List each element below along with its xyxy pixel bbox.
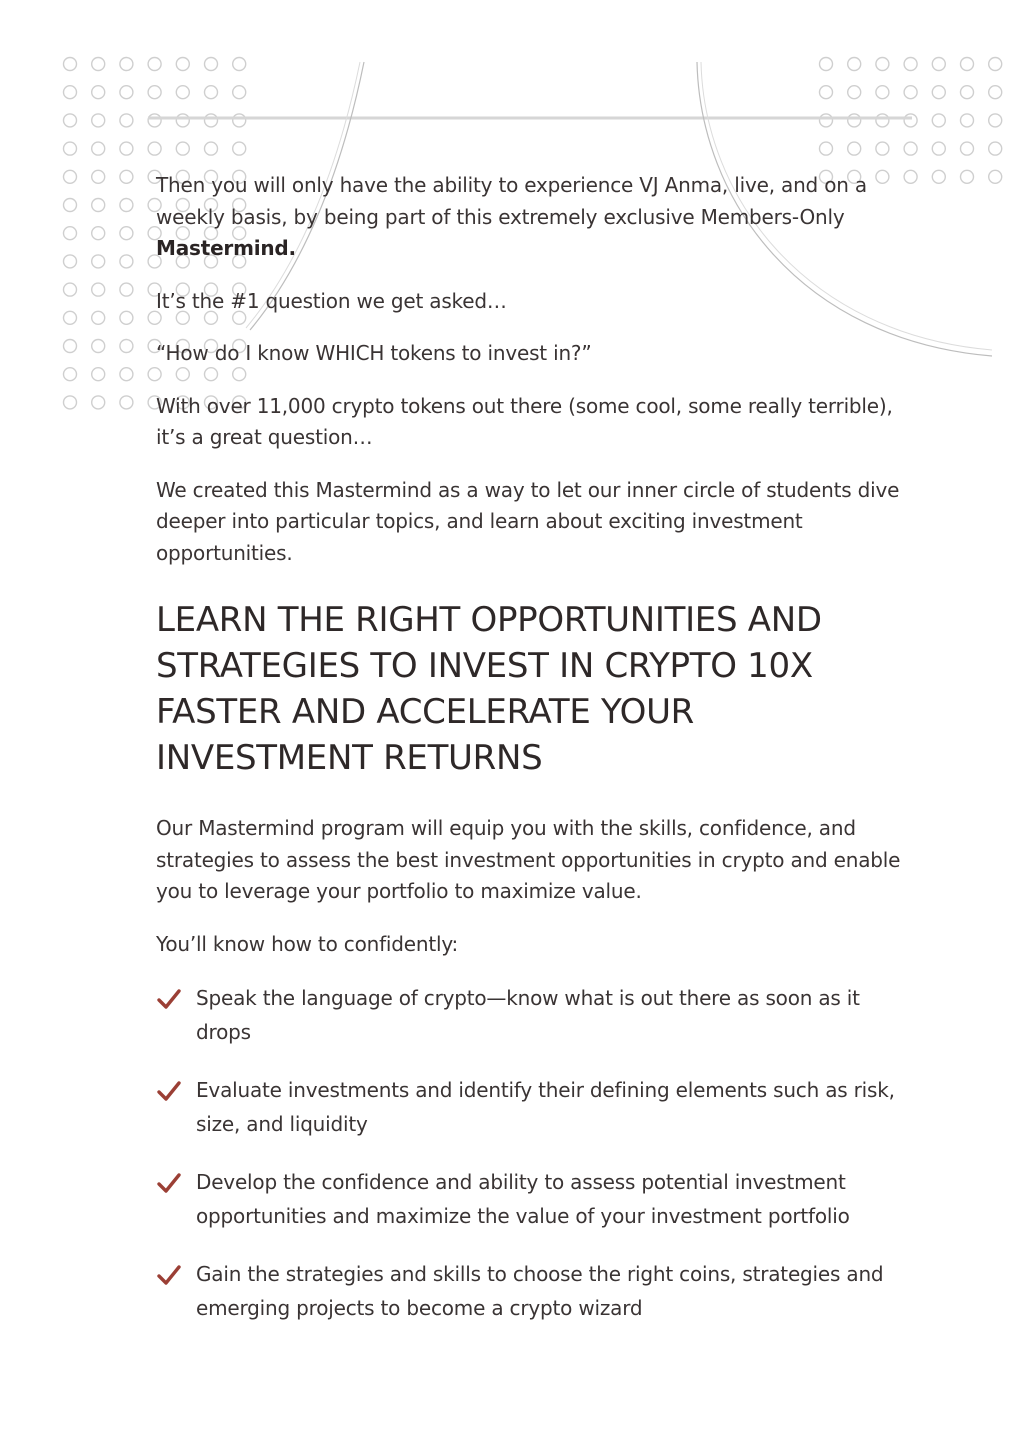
decor-dot xyxy=(64,86,77,99)
decor-dot xyxy=(92,199,105,212)
benefit-text: Gain the strategies and skills to choose the right coins, strategies and emerging projects to become a crypto wizard xyxy=(196,1262,884,1320)
decor-dot xyxy=(989,170,1002,183)
decor-dot xyxy=(848,58,861,71)
decor-dot xyxy=(176,86,189,99)
decor-dot xyxy=(120,340,133,353)
decor-dot xyxy=(820,58,833,71)
decor-dot xyxy=(64,396,77,409)
decor-dot xyxy=(176,114,189,127)
decor-dot xyxy=(92,114,105,127)
decor-dot xyxy=(233,86,246,99)
decor-dot xyxy=(989,58,1002,71)
intro-lead-bold: Mastermind. xyxy=(156,236,296,260)
decor-dot xyxy=(932,142,945,155)
checkmark-icon xyxy=(156,1080,182,1102)
decor-dot xyxy=(120,227,133,240)
decor-dot xyxy=(205,142,218,155)
question-intro: It’s the #1 question we get asked… xyxy=(156,288,507,313)
decor-dot xyxy=(904,58,917,71)
decor-dot xyxy=(848,86,861,99)
decor-dot xyxy=(120,170,133,183)
decor-dot xyxy=(820,86,833,99)
benefit-text: Speak the language of crypto—know what is out there as soon as it drops xyxy=(196,986,860,1044)
checkmark-icon xyxy=(156,1264,182,1286)
decor-dot xyxy=(876,114,889,127)
decor-dot xyxy=(904,86,917,99)
decor-dot xyxy=(233,142,246,155)
decor-dot xyxy=(120,142,133,155)
decor-dot xyxy=(848,114,861,127)
decor-dot xyxy=(64,340,77,353)
article-content xyxy=(156,170,908,1349)
decor-dot xyxy=(989,142,1002,155)
decor-dot xyxy=(205,86,218,99)
decor-dot xyxy=(92,311,105,324)
decor-dot xyxy=(904,114,917,127)
decor-dot xyxy=(92,283,105,296)
decor-dot xyxy=(848,142,861,155)
decor-dot xyxy=(120,255,133,268)
benefits-list xyxy=(156,981,908,1325)
decor-dot xyxy=(64,283,77,296)
checkmark-icon xyxy=(156,1172,182,1194)
decor-dot xyxy=(92,368,105,381)
decor-dot xyxy=(64,58,77,71)
decor-dot xyxy=(64,114,77,127)
decor-dot xyxy=(205,114,218,127)
decor-dot xyxy=(904,142,917,155)
decor-dot xyxy=(989,86,1002,99)
decor-dot xyxy=(148,114,161,127)
decor-dot xyxy=(92,170,105,183)
decor-dot xyxy=(932,58,945,71)
decor-dot xyxy=(932,86,945,99)
tokens-paragraph: With over 11,000 crypto tokens out there (some cool, some really terrible), it’s a great question… xyxy=(156,393,893,449)
decor-dot xyxy=(205,58,218,71)
decor-dot xyxy=(176,58,189,71)
decor-dot xyxy=(92,142,105,155)
decor-dot xyxy=(120,58,133,71)
decor-dot xyxy=(233,58,246,71)
decor-dot xyxy=(961,114,974,127)
decor-dot xyxy=(961,86,974,99)
program-paragraph: Our Mastermind program will equip you with the skills, confidence, and strategies to assess the best investment opportunities in crypto and enable you to leverage your portfolio to maximize value. xyxy=(156,816,901,903)
decor-dot xyxy=(64,199,77,212)
decor-dot xyxy=(120,199,133,212)
decor-dot xyxy=(876,58,889,71)
decor-dot xyxy=(820,114,833,127)
decor-dot xyxy=(92,86,105,99)
decor-dot xyxy=(148,142,161,155)
mastermind-paragraph: We created this Mastermind as a way to let our inner circle of students dive deeper into particular topics, and learn about exciting investment opportunities. xyxy=(156,477,900,565)
decor-dot xyxy=(120,368,133,381)
decor-dot xyxy=(820,142,833,155)
decor-dot xyxy=(961,170,974,183)
decor-dot xyxy=(120,114,133,127)
decor-dot xyxy=(64,368,77,381)
decor-dot xyxy=(92,396,105,409)
decor-dot xyxy=(876,142,889,155)
decor-dot xyxy=(64,227,77,240)
benefit-item xyxy=(156,981,908,1049)
decor-dot xyxy=(120,283,133,296)
decor-dot xyxy=(64,255,77,268)
intro-paragraph xyxy=(156,170,908,265)
decor-dot xyxy=(64,170,77,183)
benefit-text: Develop the confidence and ability to assess potential investment opportunities and maximize the value of your investment portfolio xyxy=(196,1170,850,1228)
decor-dot xyxy=(961,142,974,155)
decor-dot xyxy=(989,114,1002,127)
decor-dot xyxy=(876,86,889,99)
decor-dot xyxy=(932,114,945,127)
decor-dot xyxy=(233,114,246,127)
decor-dot xyxy=(148,58,161,71)
checkmark-icon xyxy=(156,988,182,1010)
decor-dot xyxy=(932,170,945,183)
decor-dot xyxy=(120,86,133,99)
benefit-item xyxy=(156,1165,908,1233)
list-intro: You’ll know how to confidently: xyxy=(156,931,459,956)
section-headline: LEARN THE RIGHT OPPORTUNITIES AND STRATEGIES TO INVEST IN CRYPTO 10X FASTER AND ACCELERATE YOUR INVESTMENT RETURNS xyxy=(156,600,822,778)
decor-dot xyxy=(120,311,133,324)
decor-dot xyxy=(148,86,161,99)
decor-dot xyxy=(120,396,133,409)
decor-dot xyxy=(92,227,105,240)
decor-dot xyxy=(176,142,189,155)
decor-dot xyxy=(92,58,105,71)
benefit-text: Evaluate investments and identify their defining elements such as risk, size, and liquidity xyxy=(196,1078,895,1136)
dot-pattern-right xyxy=(820,58,1002,184)
decor-dot xyxy=(92,340,105,353)
question-quote: “How do I know WHICH tokens to invest in?” xyxy=(156,341,592,365)
intro-lead: Then you will only have the ability to experience VJ Anma, live, and on a weekly basis, by being part of this extremely exclusive Members-Only xyxy=(156,173,867,229)
decor-dot xyxy=(961,58,974,71)
decor-dot xyxy=(64,311,77,324)
decor-dot xyxy=(92,255,105,268)
benefit-item xyxy=(156,1257,908,1325)
benefit-item xyxy=(156,1073,908,1141)
decor-dot xyxy=(64,142,77,155)
